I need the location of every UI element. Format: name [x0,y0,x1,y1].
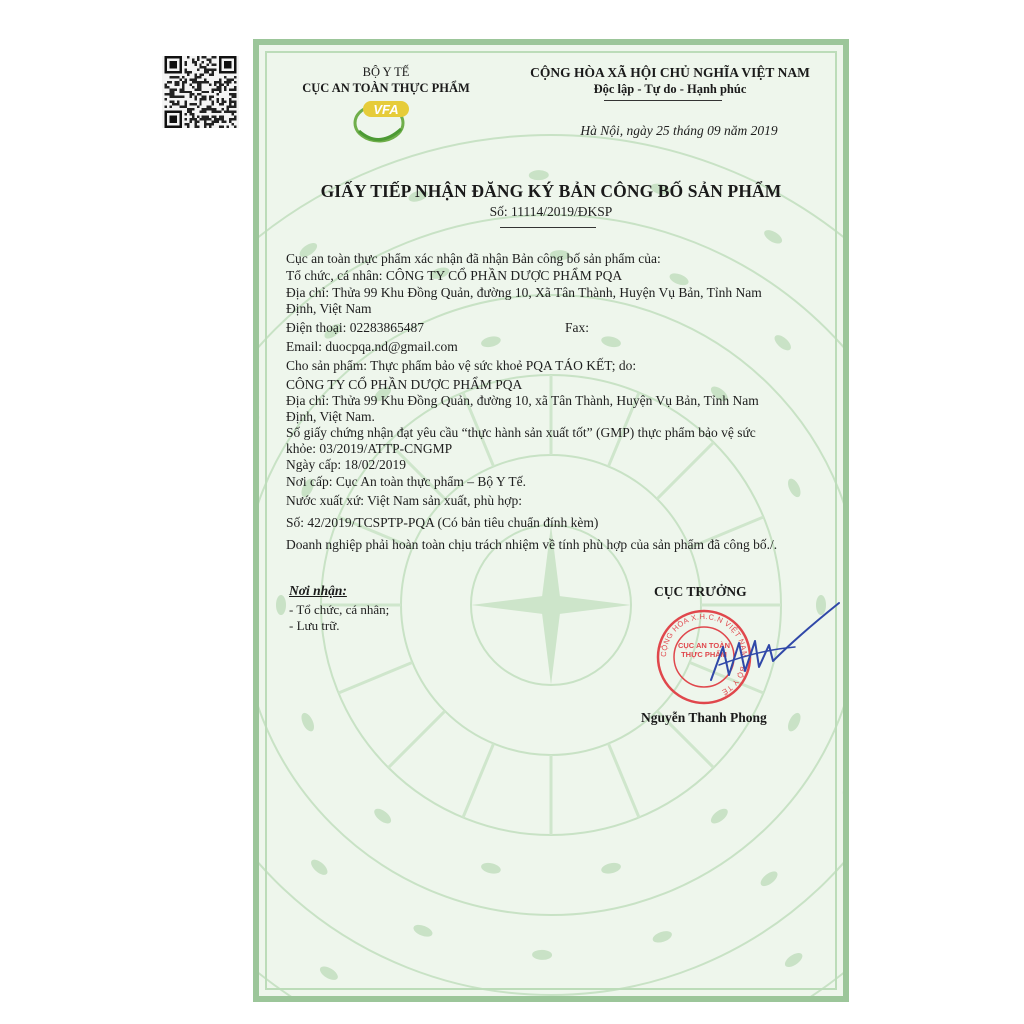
title-underline [500,227,596,228]
body-line-mfr-address-cont: Định, Việt Nam. [286,409,375,424]
body-line-address: Địa chỉ: Thửa 99 Khu Đồng Quản, đường 10, Xã Tân Thành, Huyện Vụ Bản, Tỉnh Nam [286,285,762,300]
recipient-item: - Tổ chức, cá nhân; [289,602,390,617]
republic-name: CỘNG HÒA XÃ HỘI CHỦ NGHĨA VIỆT NAM [530,65,810,80]
motto-underline [604,100,722,101]
department-name: CỤC AN TOÀN THỰC PHẨM [302,81,470,95]
body-line-fax: Fax: [565,320,590,335]
body-line-responsibility: Doanh nghiệp phải hoàn toàn chịu trách nhiệm về tính phù hợp của sản phẩm đã công bố./. [286,537,778,552]
signer-title: CỤC TRƯỞNG [654,584,747,599]
body-line-phone: Điện thoại: 02283865487 [286,320,424,335]
seal-ring-text: CỘNG HÒA X.H.C.N VIỆT NAM · BỘ Y TẾ [658,611,750,698]
body-line-email: Email: duocpqa.nd@gmail.com [286,339,458,354]
body-line-mfr-address: Địa chỉ: Thửa 99 Khu Đồng Quản, đường 10, xã Tân Thành, Huyện Vụ Bản, Tỉnh Nam [286,393,759,408]
body-line-address-cont: Định, Việt Nam [286,301,372,316]
body-line-origin: Nước xuất xứ: Việt Nam sản xuất, phù hợp: [286,493,522,508]
handwritten-signature [699,595,849,705]
body-line-standard: Số: 42/2019/TCSPTP-PQA (Có bản tiêu chuẩn đính kèm) [286,515,599,530]
certificate-document [253,39,849,1002]
signer-name: Nguyễn Thanh Phong [641,710,767,725]
body-line-gmp-cont: khỏe: 03/2019/ATTP-CNGMP [286,441,453,456]
qr-code [162,56,239,128]
vfa-logo [349,93,419,147]
body-line-gmp: Số giấy chứng nhận đạt yêu cầu “thực hành sản xuất tốt” (GMP) thực phẩm bảo vệ sức [286,425,756,440]
national-motto: Độc lập - Tự do - Hạnh phúc [593,82,747,96]
body-line-organization: Tổ chức, cá nhân: CÔNG TY CỔ PHẦN DƯỢC PHẨM PQA [286,268,623,283]
recipient-item: - Lưu trữ. [289,618,340,633]
body-line-issued-by: Nơi cấp: Cục An toàn thực phẩm – Bộ Y Tế. [286,474,527,489]
ministry-name: BỘ Y TẾ [362,65,410,79]
body-line-product: Cho sản phẩm: Thực phẩm bảo vệ sức khoẻ PQA TÁO KẾT; do: [286,358,637,373]
issue-date: Hà Nội, ngày 25 tháng 09 năm 2019 [580,123,778,138]
recipients-title: Nơi nhận: [289,583,347,598]
document-title: GIẤY TIẾP NHẬN ĐĂNG KÝ BẢN CÔNG BỐ SẢN PHẨM [320,181,782,201]
body-line-intro: Cục an toàn thực phẩm xác nhận đã nhận Bản công bố sản phẩm của: [286,251,661,266]
seal-center-text: CỤC AN TOÀN THỰC PHẨM [677,641,731,659]
issuer-block [271,64,501,96]
republic-block [495,64,845,98]
document-number: Số: 11114/2019/ĐKSP [489,204,613,219]
logo-text: VFA [373,102,399,117]
body-line-issue-date: Ngày cấp: 18/02/2019 [286,457,406,472]
body-line-manufacturer: CÔNG TY CỔ PHẦN DƯỢC PHẨM PQA [286,377,523,392]
